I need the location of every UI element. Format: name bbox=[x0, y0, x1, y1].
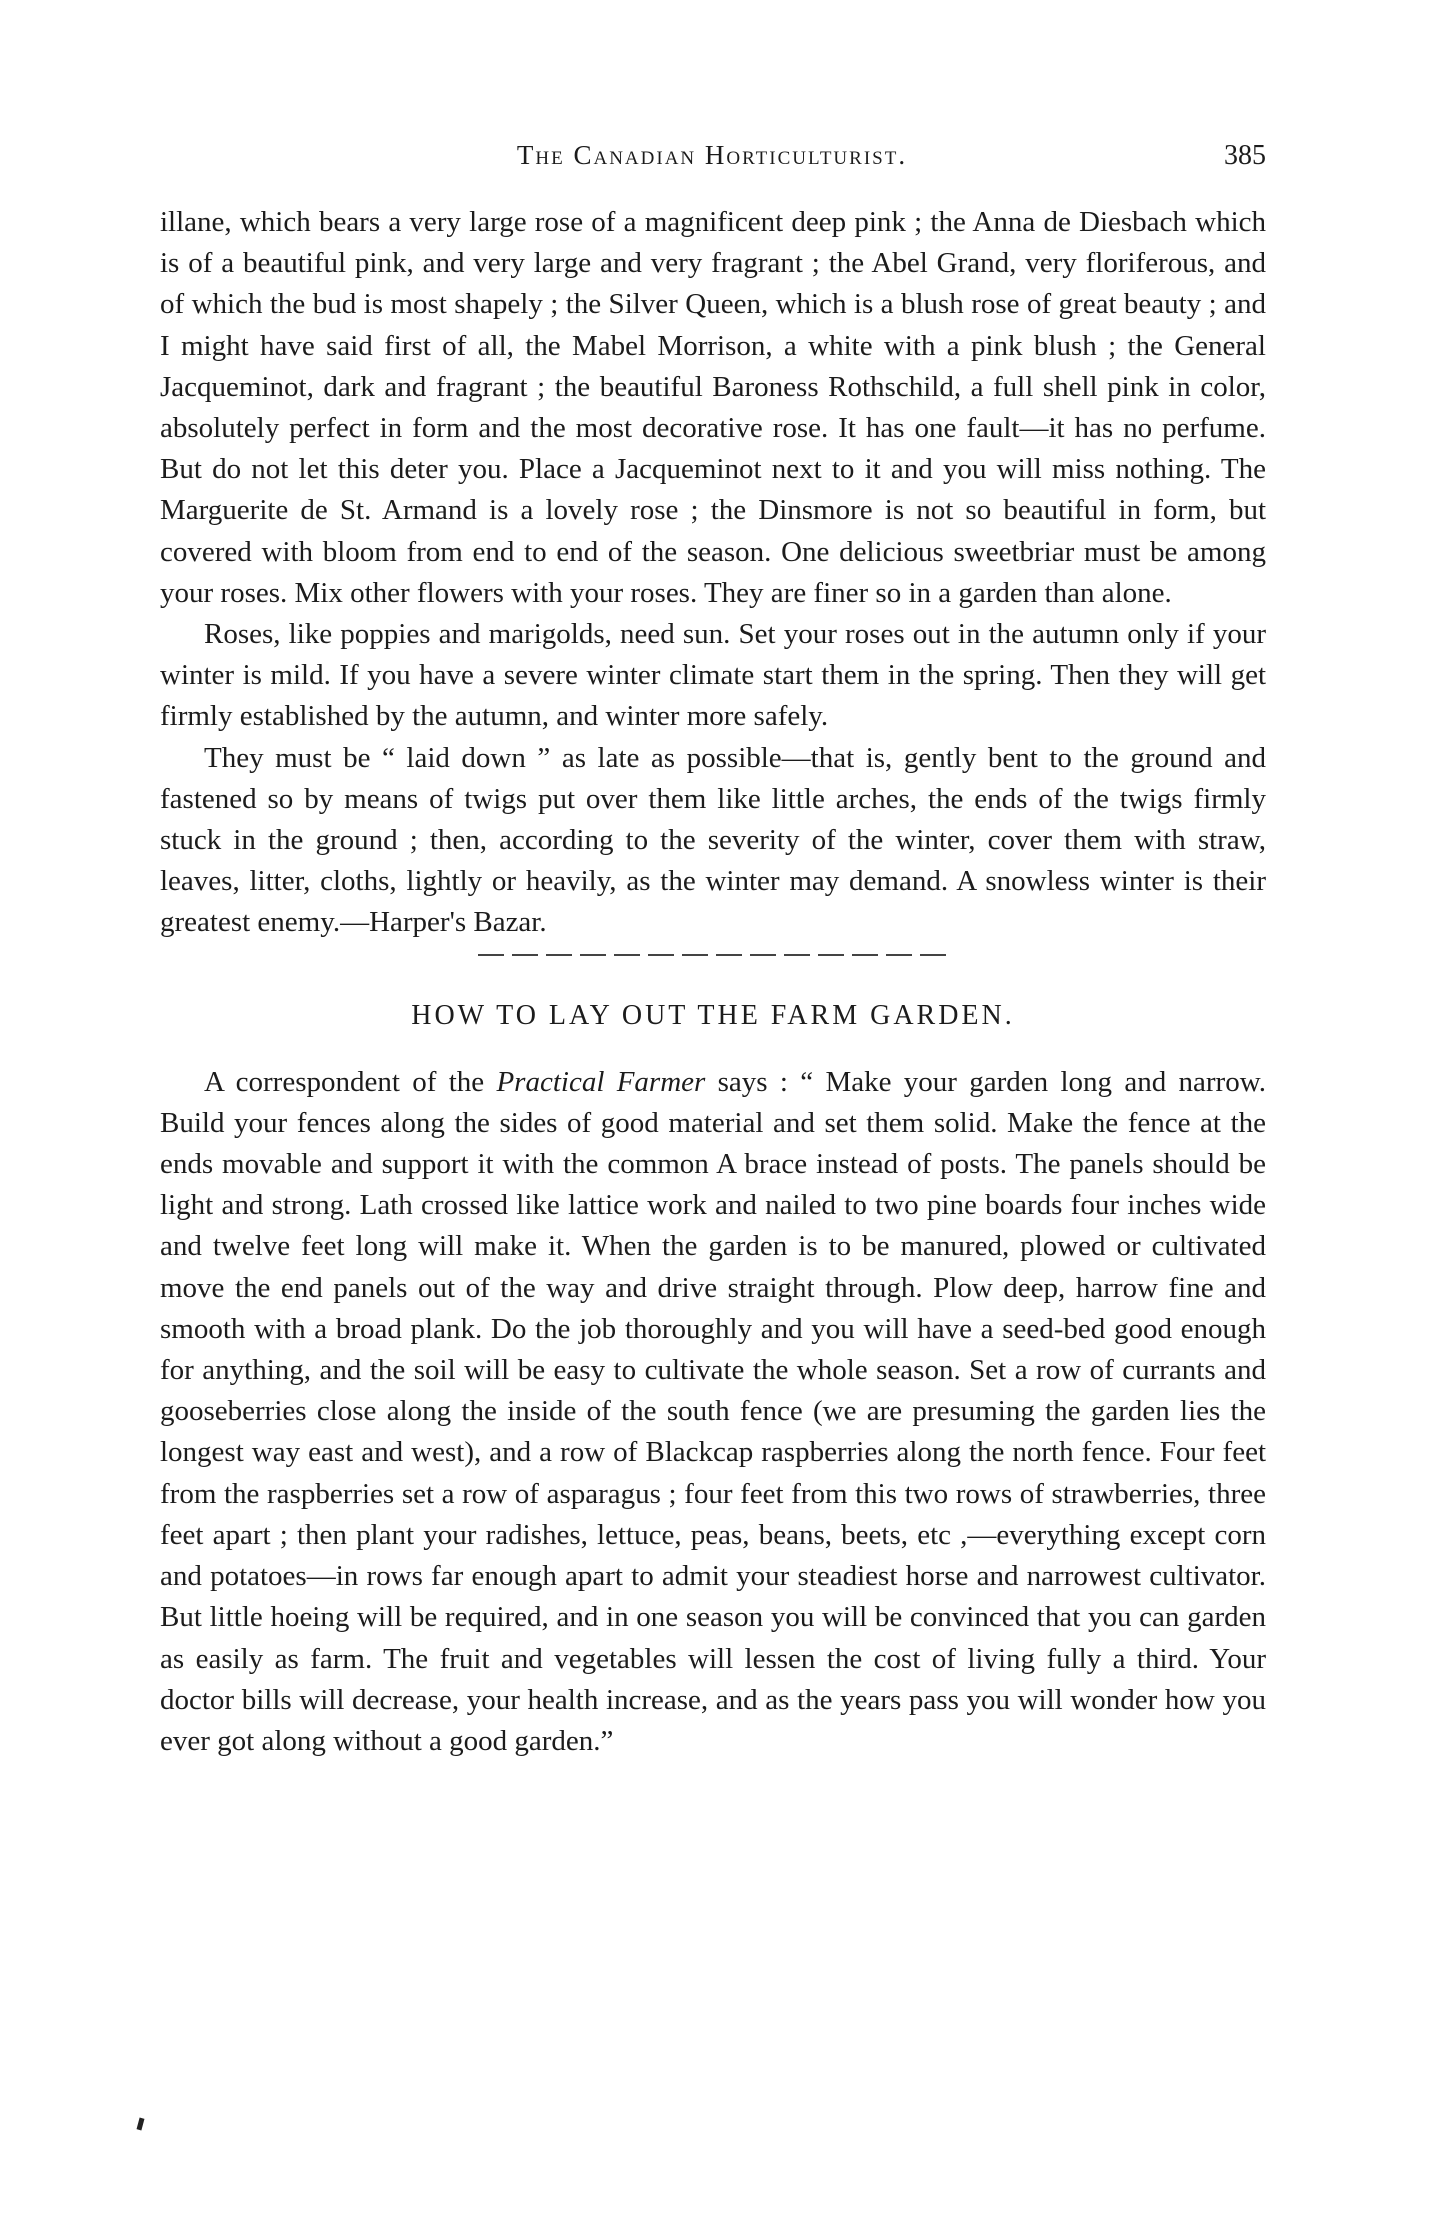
page-number: 385 bbox=[1224, 140, 1266, 171]
section-divider bbox=[478, 954, 948, 956]
article-paragraph bbox=[160, 1062, 1266, 1762]
article-paragraph: They must be “ laid down ” as late as possible—that is, gently bent to the ground and fastened so by means of twigs put over them like little arches, the ends of the twigs firmly stuck in the ground ; then, according to the severity of the winter, cover them with straw, leaves, litter, cloths, lightly or heavily, as the winter may demand. A snowless winter is their greatest enemy.—Harper's Bazar. bbox=[160, 741, 1266, 939]
intro-text: A correspondent of the bbox=[204, 1065, 497, 1098]
page-header bbox=[158, 140, 1266, 180]
ink-speck bbox=[137, 2118, 145, 2131]
publication-name: Practical Farmer bbox=[496, 1065, 706, 1098]
page-body bbox=[160, 200, 1266, 1762]
article-paragraph: Roses, like poppies and marigolds, need sun. Set your roses out in the autumn only if your winter is mild. If you have a severe winter climate start them in the spring. Then they will get firmly established by the autumn, and winter more safely. bbox=[160, 618, 1266, 733]
article-body-text: says : “ Make your garden long and narrow. Build your fences along the sides of good material and set them solid. Make the fence at the ends movable and support it with the common A brace instead of posts. The panels should be light and strong. Lath crossed like lattice work and nailed to two pine boards four inches wide and twelve feet long will make it. When the garden is to be manured, plowed or cultivated move the end panels out of the way and drive straight through. Plow deep, harrow fine and smooth with a broad plank. Do the job thoroughly and you will have a seed-bed good enough for anything, and the soil will be easy to cultivate the whole season. Set a row of currants and gooseberries close along the inside of the south fence (we are presuming the garden lies the longest way east and west), and a row of Blackcap raspberries along the north fence. Four feet from the raspberries set a row of asparagus ; four feet from this two rows of strawberries, three feet apart ; then plant your radishes, lettuce, peas, beans, beets, etc ,—everything except corn and potatoes—in rows far enough apart to admit your steadiest horse and narrowest cultivator. But little hoeing will be required, and in one season you will be convinced that you can garden as easily as farm. The fruit and vegetables will lessen the cost of living fully a third. Your doctor bills will decrease, your health increase, and as the years pass you will wonder how you ever got along without a good garden.” bbox=[160, 1065, 1267, 1757]
article-paragraph: illane, which bears a very large rose of a magnificent deep pink ; the Anna de Diesbach which is of a beautiful pink, and very large and very fragrant ; the Abel Grand, very floriferous, and of which the bud is most shapely ; the Silver Queen, which is a blush rose of great beauty ; and I might have said first of all, the Mabel Morrison, a white with a pink blush ; the General Jacqueminot, dark and fragrant ; the beautiful Baroness Rothschild, a full shell pink in color, absolutely perfect in form and the most decorative rose. It has one fault—it has no perfume. But do not let this deter you. Place a Jacqueminot next to it and you will miss nothing. The Marguerite de St. Armand is a lovely rose ; the Dinsmore is not so beautiful in form, but covered with bloom from end to end of the season. One delicious sweetbriar must be among your roses. Mix other flowers with your roses. They are finer so in a garden than alone. bbox=[160, 206, 1266, 609]
section-title: HOW TO LAY OUT THE FARM GARDEN. bbox=[411, 999, 1015, 1031]
running-title: The Canadian Horticulturist. bbox=[516, 140, 908, 170]
